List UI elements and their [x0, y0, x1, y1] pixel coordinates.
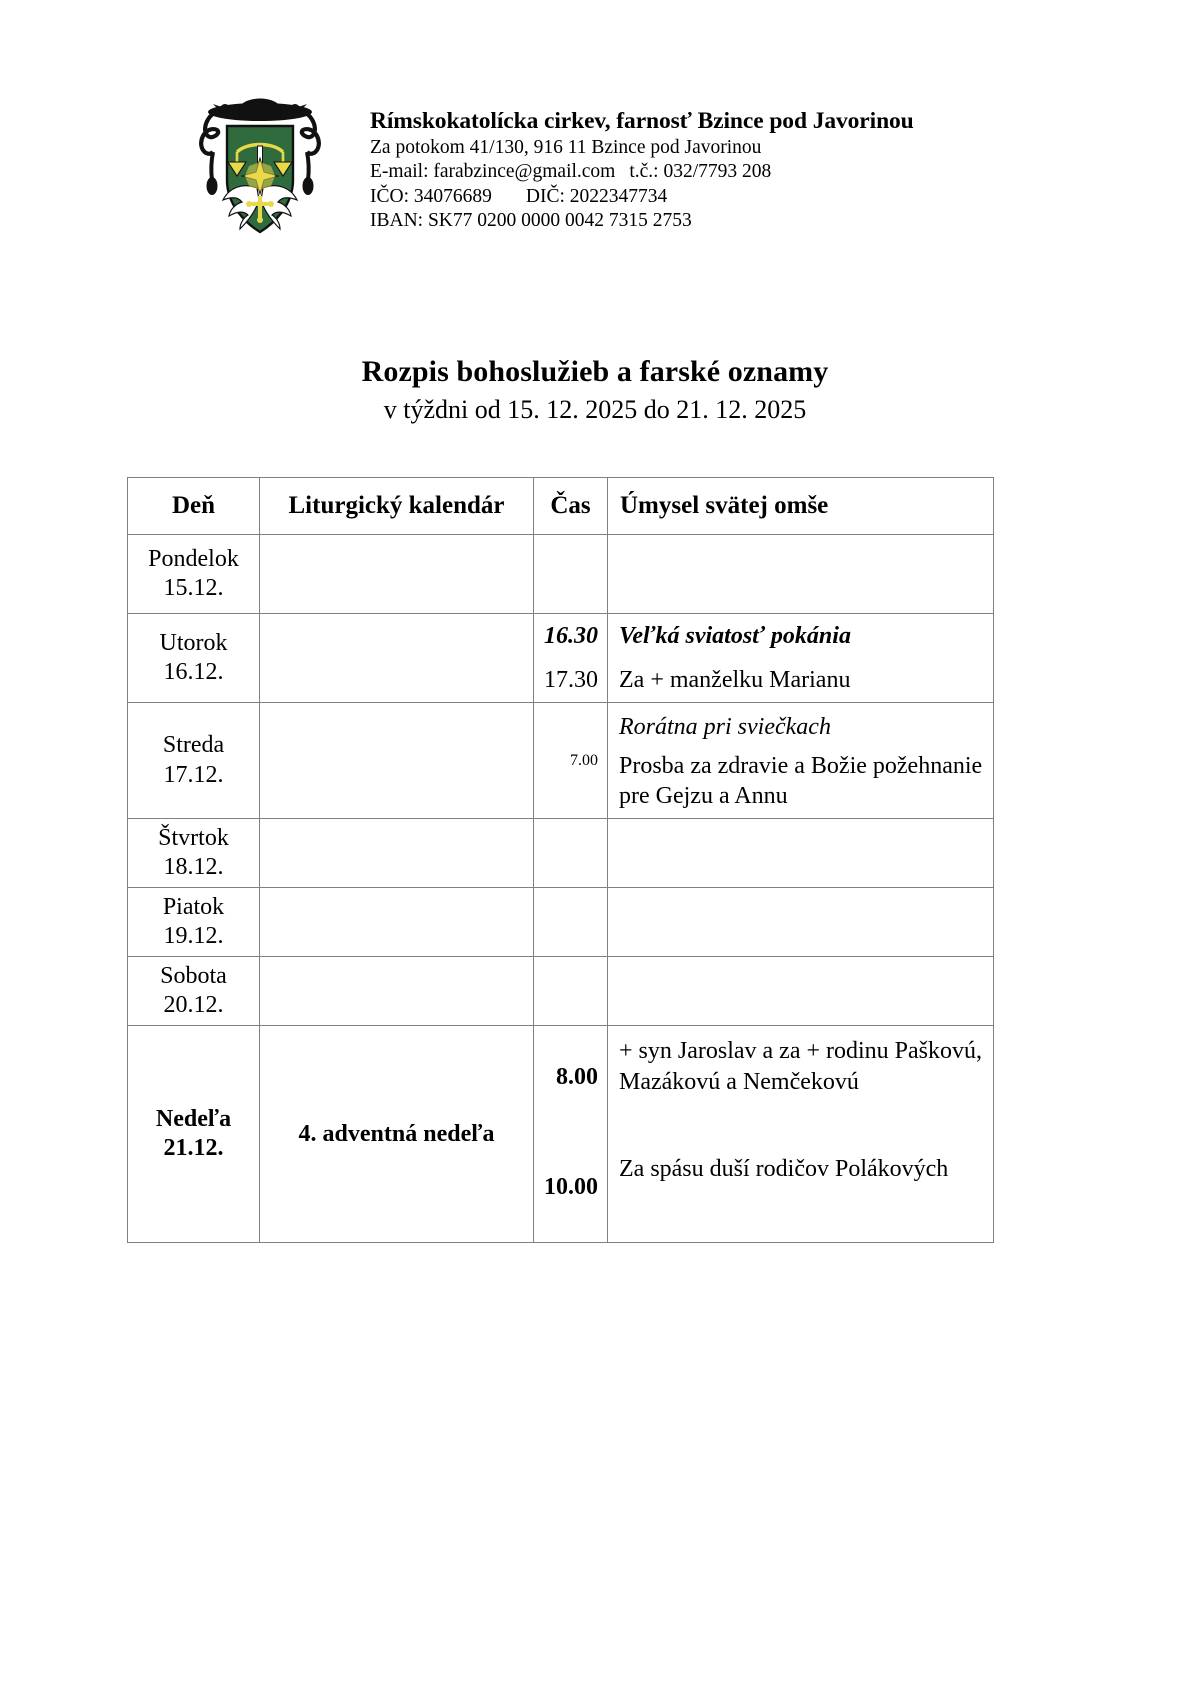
table-row — [128, 957, 994, 1026]
mass-intention: Prosba za zdravie a Božie požehnanie pre Gejzu a Annu — [619, 752, 983, 810]
mass-intention: + syn Jaroslav a za + rodinu Paškovú, Mazákovú a Nemčekovú — [619, 1038, 983, 1096]
title-block — [0, 352, 1190, 427]
column-header-day: Deň — [128, 478, 260, 535]
mass-intention: Veľká sviatosť pokánia — [619, 622, 851, 649]
table-row — [128, 888, 994, 957]
coat-of-arms-icon — [185, 84, 335, 239]
mass-time: 7.00 — [570, 751, 598, 769]
day-name: Nedeľa — [155, 1105, 232, 1132]
cell-calendar — [260, 957, 534, 1026]
day-date: 21.12. — [163, 1135, 224, 1162]
mass-time: 16.30 — [544, 622, 598, 649]
organization-name: Rímskokatolícka cirkev, farnosť Bzince pod Javorinou — [370, 108, 914, 134]
cell-calendar — [260, 819, 534, 888]
mass-note: Rorátna pri sviečkach — [619, 714, 831, 740]
cell-intentions — [608, 1026, 994, 1243]
table-row — [128, 535, 994, 614]
column-header-calendar: Liturgický kalendár — [260, 478, 534, 535]
cell-calendar — [260, 888, 534, 957]
organization-details — [370, 84, 914, 234]
day-date: 17.12. — [163, 761, 224, 788]
table-header — [128, 478, 994, 535]
mass-intention: Za + manželku Marianu — [619, 666, 851, 693]
cell-intentions — [608, 888, 994, 957]
page-title: Rozpis bohoslužieb a farské oznamy — [361, 355, 829, 388]
email-text: E-mail: farabzince@gmail.com — [370, 161, 616, 183]
table-header-row — [128, 478, 994, 535]
schedule-table-wrapper — [127, 477, 993, 1243]
table-row — [128, 703, 994, 819]
mass-time: 17.30 — [544, 666, 598, 693]
day-name: Štvrtok — [158, 824, 229, 851]
cell-day — [128, 1026, 260, 1243]
column-header-intention: Úmysel svätej omše — [608, 478, 994, 535]
table-row — [128, 819, 994, 888]
organization-contact — [370, 160, 914, 185]
cell-calendar — [260, 535, 534, 614]
organization-address: Za potokom 41/130, 916 11 Bzince pod Javorinou — [370, 136, 762, 158]
cell-intentions — [608, 614, 994, 703]
table-row — [128, 1026, 994, 1243]
day-name: Piatok — [162, 893, 225, 920]
column-header-time: Čas — [534, 478, 608, 535]
schedule-table — [127, 477, 994, 1243]
phone-text: t.č.: 032/7793 208 — [629, 161, 772, 183]
organization-iban: IBAN: SK77 0200 0000 0042 7315 2753 — [370, 210, 692, 232]
page-subtitle: v týždni od 15. 12. 2025 do 21. 12. 2025 — [383, 395, 807, 424]
cell-intentions — [608, 819, 994, 888]
ico-text: IČO: 34076689 — [370, 185, 492, 207]
cell-day — [128, 703, 260, 819]
day-date: 16.12. — [163, 659, 224, 685]
letterhead — [185, 84, 914, 239]
cell-intentions — [608, 703, 994, 819]
cell-times — [534, 535, 608, 614]
mass-time: 8.00 — [556, 1064, 598, 1091]
cell-day — [128, 888, 260, 957]
cell-day — [128, 957, 260, 1026]
day-name: Sobota — [160, 962, 227, 989]
table-body — [128, 535, 994, 1243]
cell-day — [128, 614, 260, 703]
cell-times — [534, 888, 608, 957]
dic-text: DIČ: 2022347734 — [525, 185, 668, 207]
cell-times — [534, 703, 608, 819]
mass-intention: Za spásu duší rodičov Polákových — [619, 1156, 949, 1183]
day-name: Streda — [162, 732, 225, 759]
day-date: 15.12. — [163, 575, 224, 601]
cell-intentions — [608, 957, 994, 1026]
cell-calendar: 4. adventná nedeľa — [260, 1026, 534, 1243]
organization-ids — [370, 185, 914, 210]
table-row — [128, 614, 994, 703]
cell-calendar — [260, 614, 534, 703]
day-name: Pondelok — [148, 545, 239, 572]
cell-calendar — [260, 703, 534, 819]
day-date: 19.12. — [163, 923, 224, 950]
cell-times — [534, 819, 608, 888]
cell-intentions — [608, 535, 994, 614]
cell-times — [534, 957, 608, 1026]
day-name: Utorok — [159, 629, 228, 656]
cell-times — [534, 1026, 608, 1243]
cell-times — [534, 614, 608, 703]
day-date: 20.12. — [163, 992, 224, 1019]
cell-day — [128, 535, 260, 614]
day-date: 18.12. — [163, 854, 224, 881]
mass-time: 10.00 — [544, 1174, 598, 1201]
cell-day — [128, 819, 260, 888]
